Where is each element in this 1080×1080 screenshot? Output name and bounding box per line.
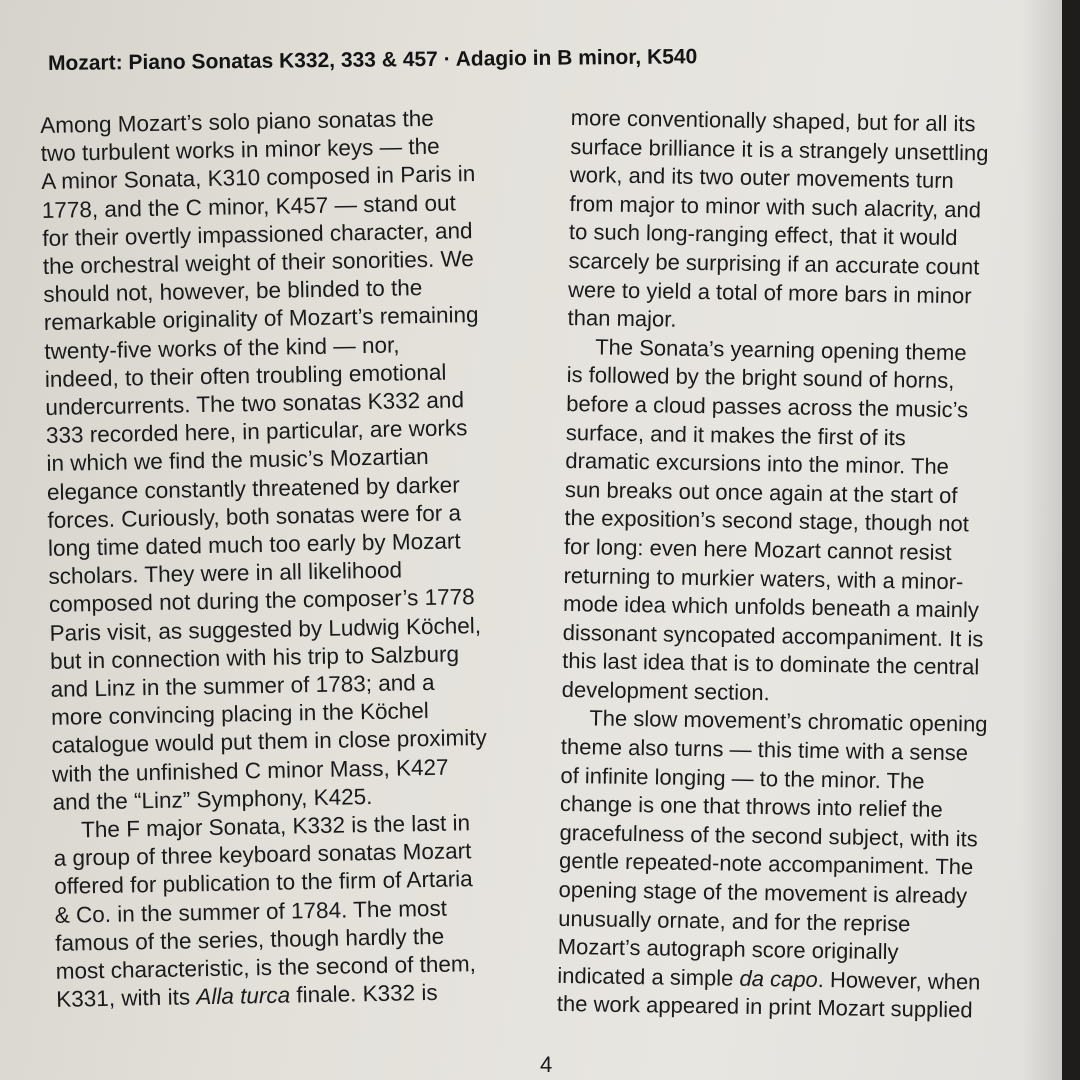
page-edge-shadow <box>1022 0 1062 1080</box>
paragraph-start-line: The Sonata’s yearning opening theme <box>594 334 967 365</box>
text-line: A minor Sonata, K310 composed in Paris in <box>41 161 476 195</box>
text-line: this last idea that is to dominate the central <box>562 648 980 680</box>
text-line: the orchestral weight of their sonorities. We <box>42 246 475 279</box>
text-line: catalogue would put them in close proximity <box>51 725 488 759</box>
italic-term: da capo <box>739 965 818 992</box>
page-number: 4 <box>540 1052 553 1077</box>
text-line: from major to minor with such alacrity, and <box>569 190 982 223</box>
text-line: development section. <box>561 676 770 706</box>
left-column <box>40 104 492 1014</box>
text-line: the exposition’s second stage, though not <box>564 505 970 537</box>
text-run: . However, when <box>817 966 981 995</box>
text-line: offered for publication to the firm of Artaria <box>53 866 473 900</box>
text-line: remarkable originality of Mozart’s remaining <box>43 302 479 336</box>
text-line: in which we find the music’s Mozartian <box>46 444 429 477</box>
text-line: 1778, and the C minor, K457 — stand out <box>41 190 456 223</box>
text-line: composed not during the composer’s 1778 <box>48 584 475 618</box>
text-line: opening stage of the movement is already <box>558 876 968 909</box>
text-line: before a cloud passes across the music’s <box>566 390 969 423</box>
text-line: more convincing placing in the Köchel <box>50 698 430 731</box>
right-column <box>557 104 998 1026</box>
text-line: were to yield a total of more bars in minor <box>567 276 972 308</box>
text-line: forces. Curiously, both sonatas were for a <box>47 500 462 533</box>
text-line: a group of three keyboard sonatas Mozart <box>53 838 472 872</box>
text-line: and Linz in the summer of 1783; and a <box>50 669 435 702</box>
text-line: sun breaks out once again at the start of <box>564 476 958 508</box>
text-line: should not, however, be blinded to the <box>43 275 423 308</box>
paragraph-start-line: The slow movement’s chromatic opening <box>589 705 988 738</box>
text-line: most characteristic, is the second of them, <box>55 951 477 984</box>
text-line: Paris visit, as suggested by Ludwig Köchel, <box>49 612 482 646</box>
text-line: surface, and it makes the first of its <box>565 419 906 450</box>
text-line: but in connection with his trip to Salzburg <box>49 641 460 674</box>
text-line: work, and its two outer movements turn <box>569 162 954 194</box>
text-line: the work appeared in print Mozart supplied <box>556 991 973 1023</box>
text-line: and the “Linz” Symphony, K425. <box>52 783 373 815</box>
text-run: K331, with its <box>56 984 197 1013</box>
text-line: scholars. They were in all likelihood <box>48 557 403 590</box>
text-line: mode idea which unfolds beneath a mainly <box>562 591 980 623</box>
text-line: elegance constantly threatened by darker <box>46 472 460 505</box>
text-line: surface brilliance it is a strangely unsettling <box>570 133 989 166</box>
text-line: scarcely be surprising if an accurate count <box>568 247 980 280</box>
text-run: finale. K332 is <box>289 980 438 1008</box>
text-line: undercurrents. The two sonatas K332 and <box>45 387 465 420</box>
text-line: more conventionally shaped, but for all its <box>570 104 976 137</box>
text-line: dramatic excursions into the minor. The <box>565 448 950 480</box>
text-line: dissonant syncopated accompaniment. It is <box>562 619 984 652</box>
italic-title: Alla turca <box>196 982 291 1010</box>
text-line: for long: even here Mozart cannot resist <box>563 533 952 565</box>
text-line: for their overtly impassioned character, and <box>42 217 473 251</box>
text-line: is followed by the bright sound of horns, <box>566 362 955 394</box>
text-line: with the unfinished C minor Mass, K427 <box>51 754 449 787</box>
text-line: indeed, to their often troubling emotional <box>44 359 447 392</box>
text-line: gentle repeated-note accompaniment. The <box>558 848 974 880</box>
text-line: of infinite longing — to the minor. The <box>560 762 925 794</box>
text-line: long time dated much too early by Mozart <box>47 528 461 561</box>
text-line: famous of the series, though hardly the <box>55 923 445 956</box>
text-line: & Co. in the summer of 1784. The most <box>54 895 448 928</box>
text-run: indicated a simple <box>557 962 740 991</box>
page-title: Mozart: Piano Sonatas K332, 333 & 457 · Adagio in B minor, K540 <box>47 45 698 75</box>
text-line: gracefulness of the second subject, with its <box>559 819 978 852</box>
text-line: than major. <box>567 305 677 332</box>
text-line: change is one that throws into relief the <box>559 791 943 823</box>
text-line: 333 recorded here, in particular, are works <box>45 415 468 449</box>
text-line: returning to murkier waters, with a minor- <box>563 562 964 594</box>
paragraph-start-line: The F major Sonata, K332 is the last in <box>80 810 471 843</box>
text-line: twenty-five works of the kind — nor, <box>44 332 400 364</box>
text-line: theme also turns — this time with a sense <box>560 733 969 766</box>
text-line: two turbulent works in minor keys — the <box>40 133 440 167</box>
text-line: unusually ornate, and for the reprise <box>558 905 911 937</box>
text-line: Mozart’s autograph score originally <box>557 934 899 965</box>
text-line: to such long-ranging effect, that it would <box>568 219 958 251</box>
text-line: Among Mozart’s solo piano sonatas the <box>40 105 434 138</box>
